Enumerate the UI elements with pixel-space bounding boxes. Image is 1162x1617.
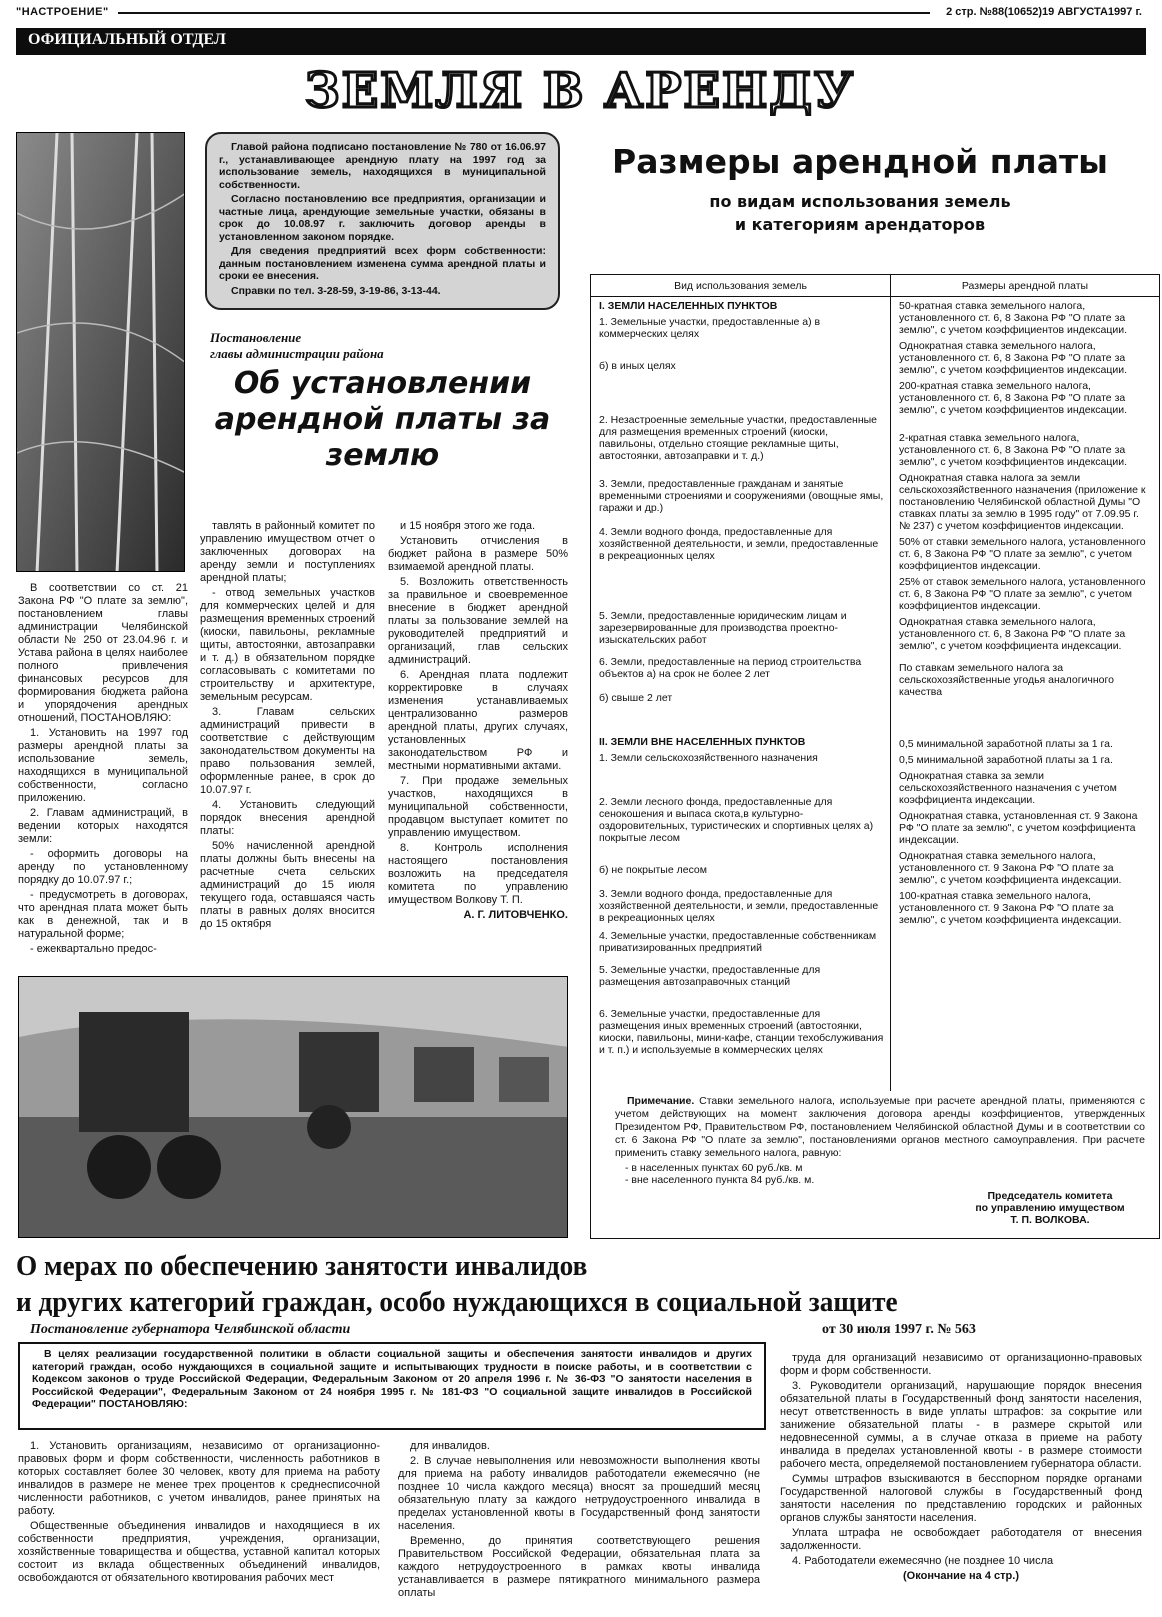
note-rate-b: - вне населенного пункта 84 руб./кв. м. [625,1174,815,1187]
land-use-item: 6. Земли, предоставленные на период строительства объектов а) на срок не более 2 лет [599,656,862,680]
para: 6. Арендная плата подлежит корректировке в случаях изменения устанавливаемых централизованно размеров арендной платы, других случаях, установленных законодательством РФ и местными нормативными актами. [388,669,568,772]
land-use-item: 5. Земельные участки, предоставленные для размещения автозаправочных станций [599,964,821,988]
signature-line: по управлению имуществом [975,1202,1125,1215]
para: тавлять в районный комитет по управлению имуществом отчет о заключенных договорах на аренду земли и поступлениях арендной платы; [200,520,375,584]
land-use-item: 3. Земли, предоставленные гражданам и занятые временными строениями и сооружениями (овощные ямы, гаражи и др.) [599,478,884,514]
notice-p1: Главой района подписано постановление № 780 от 16.06.97 г., устанавливающее арендную плату на 1997 год за использование земель, находящихся в муниципальной собственности. [219,141,546,191]
para: Установить отчисления в бюджет района в размере 50% взимаемой арендной платы. [388,535,568,573]
decree-col-3 [388,520,568,921]
land-use-item: 4. Земельные участки, предоставленные собственникам приватизированных предприятий [599,930,877,954]
article2-title-line2: и других категорий граждан, особо нуждающихся в социальной защите [16,1286,898,1318]
notice-box [205,132,560,310]
preamble-box [18,1342,766,1430]
para: Общественные объединения инвалидов и находящиеся в их собственности предприятия, учреждения, организации, хозяйственные товарищества и общества, уставной капитал которых состоит из вклада общественных объединений инвалидов, освобождаются от обязательного квотирования рабочих мест [18,1520,380,1584]
land-use-item: 1. Земельные участки, предоставленные а) в коммерческих целях [599,316,821,340]
rate-item: 0,5 минимальной заработной платы за 1 га. [899,754,1113,766]
rate-item: 25% от ставок земельного налога, установленного ст. 6, 8 Закона РФ "О плате за землю", с учетом коэффициентов индексации. [899,576,1146,612]
rate-item: 0,5 минимальной заработной платы за 1 га. [899,738,1113,750]
para: 50% начисленной арендной платы должны быть внесены на расчетные счета сельских администраций до 15 июля текущего года, оставшаяся часть платы в равных долях вносится до 15 октября [200,840,375,930]
rate-item: 50-кратная ставка земельного налога, установленного ст. 6, 8 Закона РФ "О плате за землю", с учетом коэффициентов индексации. [899,300,1128,336]
decree-subhead-2: главы администрации района [210,346,384,361]
section-heading: I. ЗЕМЛИ НАСЕЛЕННЫХ ПУНКТОВ [599,300,778,312]
rate-item: 50% от ставки земельного налога, установленного ст. 6, 8 Закона РФ "О плате за землю", с учетом коэффициентов индексации. [899,536,1146,572]
rent-rate-cell [891,297,1160,1092]
para: Суммы штрафов взыскиваются в бесспорном порядке органами Государственной налоговой службы в Государственный фонд занятости населения по представлению городских и районных органов службы занятости населения. [780,1473,1142,1524]
section-banner: ОФИЦИАЛЬНЫЙ ОТДЕЛ [16,28,1146,55]
land-use-item: б) свыше 2 лет [599,692,673,704]
para: 4. Работодатели ежемесячно (не позднее 10 числа [792,1555,1054,1567]
note-text: Ставки земельного налога, используемые при расчете арендной платы, применяются с учетом действующих на момент заключения договора аренды коэффициентов, утвержденных Президентом РФ, Правительством РФ, постановлением Челябинской областной Думы и в соответствии со ст. 6 Закона РФ "О плате за землю", постановлениями органов местного самоуправления. При расчете применить ставку земельного налога, равную: [615,1095,1145,1160]
para: 8. Контроль исполнения настоящего постановления возложить на председателя комитета по управлению имуществом Волкову Т. П. [388,842,568,906]
decree-subhead-1: Постановление [210,330,302,345]
rent-table [590,274,1160,1239]
land-use-item: 2. Незастроенные земельные участки, предоставленные для размещения временных строений (киоски, павильоны, отдельно стоящие рекламные щиты, автостоянки, автозаправки и т. д.) [599,414,878,462]
rate-item: 2-кратная ставка земельного налога, установленного ст. 6, 8 Закона РФ "О плате за землю", с учетом коэффициентов индексации. [899,432,1128,468]
para: 7. При продаже земельных участков, находящихся в муниципальной собственности, продавцом выступает комитет по управлению имуществом. [388,775,568,839]
decree-col-1 [18,582,188,958]
para: 3. Руководители организаций, нарушающие порядок внесения обязательной платы в Государственный фонд занятости населения, несут ответственность в виде уплаты штрафов: за сокрытие или занижение обязательной платы - в размере скрытой или недовнесенной суммы, а в случае отказа в приеме на работу инвалида в пределах установленной квоты - в размере стоимости рабочего места, определяемой постановлением губернатора области. [780,1380,1142,1470]
continued-note: (Окончание на 4 стр.) [903,1570,1019,1582]
issue-info: 2 стр. №88(10652)19 АВГУСТА1997 г. [946,6,1142,18]
land-use-cell [591,297,891,1092]
rate-item: Однократная ставка за земли сельскохозяйственного назначения с учетом коэффициента индексации. [899,770,1117,806]
para: - оформить договоры на аренду по установленному порядку до 10.07.97 г.; [18,848,188,886]
para: - ежеквартально предос- [30,943,157,955]
para: 1. Установить организациям, независимо от организационно-правовых форм и форм собственности, численность работников в которых составляет более 30 человек, квоту для приема на работу инвалидов в размере не менее трех процентов к среднесписочной численности работников, с учетом инвалидов, ранее принятых на работу. [18,1440,380,1517]
newspaper-name: "НАСТРОЕНИЕ" [16,6,109,18]
rent-signature [955,1190,1145,1226]
land-use-item: 1. Земли сельскохозяйственного назначения [599,752,818,764]
rate-item: Однократная ставка налога за земли сельскохозяйственного назначения (приложение к постановлению Челябинской областной Думы "О ставках платы за землю в 1995 году" от 7.09.95 г. № 237) с учетом коэффициентов индексации. [899,472,1146,532]
article2-source: Постановление губернатора Челябинской области [30,1322,351,1337]
article2-col-1 [18,1440,380,1587]
notice-p2: Согласно постановлению все предприятия, организации и частные лица, арендующие земельные участки, обязаны в срок до 10.08.97 г. заключить договор аренды в установленном законом порядке. [219,193,546,243]
col-head-1: Вид использования земель [591,275,891,297]
rate-item: По ставкам земельного налога за сельскохозяйственные угодья аналогичного качества [899,662,1114,698]
rent-table-row [591,297,1160,1092]
land-use-item: 3. Земли водного фонда, предоставленные для хозяйственной деятельности, и земли, предоставленные в рекреационных целях [599,888,879,924]
para: 2. Главам администраций, в ведении которых находятся земли: [18,807,188,845]
para: для инвалидов. [410,1440,490,1452]
article2-col-3 [780,1352,1142,1582]
para: труда для организаций независимо от организационно-правовых форм и форм собственности. [780,1352,1142,1377]
rent-subtitle [600,190,1120,236]
note-label: Примечание. [627,1095,695,1108]
article2-col-2 [398,1440,760,1602]
col-head-2: Размеры арендной платы [891,275,1160,297]
rate-item: Однократная ставка земельного налога, установленного ст. 9 Закона РФ "О плате за землю", с учетом коэффициента индексации. [899,850,1122,886]
signature-line: Председатель комитета [987,1190,1113,1203]
photo-tractors [18,976,568,1238]
note-rate-a: - в населенных пунктах 60 руб./кв. м [625,1162,803,1175]
para: 1. Установить на 1997 год размеры арендной платы за использование земель, находящихся в муниципальной собственности, согласно приложению. [18,727,188,804]
article2-date: от 30 июля 1997 г. № 563 [822,1322,976,1337]
decree-col-2 [200,520,375,933]
decree-signature: А. Г. ЛИТОВЧЕНКО. [463,909,568,921]
para: - предусмотреть в договорах, что арендная плата может быть как в денежной, так и в натуральной форме; [18,889,188,940]
para: Уплата штрафа не освобождает работодателя от внесения задолженности. [780,1527,1142,1552]
signature-line: Т. П. ВОЛКОВА. [1010,1214,1090,1227]
rent-subtitle-2: и категориям арендаторов [734,215,986,234]
para: 3. Главам сельских администраций привести в соответствие с действующим законодательством документы на право пользования землей, оформленные ранее, в срок до 10.07.97 г. [200,706,375,796]
rate-item: 100-кратная ставка земельного налога, установленного ст. 9 Закона РФ "О плате за землю", с учетом коэффициента индексации. [899,890,1122,926]
section-heading: II. ЗЕМЛИ ВНЕ НАСЕЛЕННЫХ ПУНКТОВ [599,736,806,748]
rent-title: Размеры арендной платы [612,142,1108,181]
land-use-item: б) в иных целях [599,360,676,372]
land-use-item: 5. Земли, предоставленные юридическим лицам и зарезервированные для производства проектно-изыскательских работ [599,610,847,646]
notice-p4: Справки по тел. 3-28-59, 3-19-86, 3-13-44. [231,284,441,297]
preamble: В целях реализации государственной политики в области социальной защиты и обеспечения занятости инвалидов и других категорий граждан, особо нуждающихся в социальной защите и испытывающих трудности в поиске работы, и в соответствии с Кодексом законов о труде Российской Федерации, Федеральным Законом от 20 апреля 1996 г. № 36-ФЗ "О занятости населения в Российской Федерации", Федеральным Законом от 24 ноября 1995 г. № 181-ФЗ "О социальной защите инвалидов в Российской Федерации" ПОСТАНОВЛЯЮ: [32,1348,752,1410]
rent-subtitle-1: по видам использования земель [709,192,1011,211]
article2-title-line1: О мерах по обеспечению занятости инвалидов [16,1250,588,1282]
rate-item: Однократная ставка, установленная ст. 9 Закона РФ "О плате за землю", с учетом коэффициента индексации. [899,810,1138,846]
land-use-item: 6. Земельные участки, предоставленные для размещения иных временных строений (автостоянки, киоски, павильоны, мини-кафе, станции техобслуживания и т. п.) и используемые в коммерческих целях [599,1008,884,1056]
para: 5. Возложить ответственность за правильное и своевременное внесение в бюджет арендной платы за пользование землей на руководителей предприятий и организаций, глав сельских администраций. [388,576,568,666]
decree-title: Об установлении арендной платы за землю [214,366,551,473]
rate-item: 200-кратная ставка земельного налога, установленного ст. 6, 8 Закона РФ "О плате за землю", с учетом коэффициентов индексации. [899,380,1128,416]
rent-table-header [591,275,1160,297]
para: - отвод земельных участков для коммерческих целей и для размещения временных строений (киоски, павильоны, рекламные щиты, автостоянки, автозаправки и т. д.) в обязательном порядке согласовывать с комитетами по строительству и архитектуре, земельным ресурсам. [200,587,375,703]
land-use-item: 4. Земли водного фонда, предоставленные для хозяйственной деятельности, и земли, предоставленные в рекреационных целях [599,526,879,562]
para: 4. Установить следующий порядок внесения арендной платы: [200,799,375,837]
rate-item: Однократная ставка земельного налога, установленного ст. 6, 8 Закона РФ "О плате за землю", с учетом коэффициентов индексации. [899,340,1128,376]
article2-title [16,1248,1083,1320]
land-use-item: б) не покрытые лесом [599,864,707,876]
para: Временно, до принятия соответствующего решения Правительством Российской Федерации, обязательная плата за каждого нетрудоустроенного в рамках квоты инвалида устанавливается в размере пятикратного минимального размера оплаты [398,1535,760,1599]
rent-note-row [591,1091,1160,1238]
header-rule [118,12,930,14]
land-use-item: 2. Земли лесного фонда, предоставленные для сенокошения и выпаса скота,в культурно-оздоровительных, туристических и спортивных целях а) покрытые лесом [599,796,874,844]
para: и 15 ноября этого же года. [400,520,536,532]
notice-p3: Для сведения предприятий всех форм собственности: данным постановлением изменена сумма арендной платы и сроки ее внесения. [219,245,546,282]
rate-item: Однократная ставка земельного налога, установленного ст. 6, 8 Закона РФ "О плате за землю", с учетом коэффициента индексации. [899,616,1126,652]
para: 2. В случае невыполнения или невозможности выполнения квоты для приема на работу инвалидов работодатели ежемесячно (не позднее 10 числа каждого месяца) вносят за прошедший месяц обязательную плату за каждого нетрудоустроенного инвалида в пределах установленной квоты в Государственный фонд занятости населения. [398,1455,760,1532]
para: В соответствии со ст. 21 Закона РФ "О плате за землю", постановлением главы администрации Челябинской области № 250 от 23.04.96 г. и Устава района в целях наиболее полного привлечения финансовых ресурсов для формирования бюджета района и упорядочения арендных отношений, ПОСТАНОВЛЯЮ: [18,582,188,724]
masthead: ЗЕМЛЯ В АРЕНДУ [305,63,855,119]
photo-birch-trees [16,132,185,572]
